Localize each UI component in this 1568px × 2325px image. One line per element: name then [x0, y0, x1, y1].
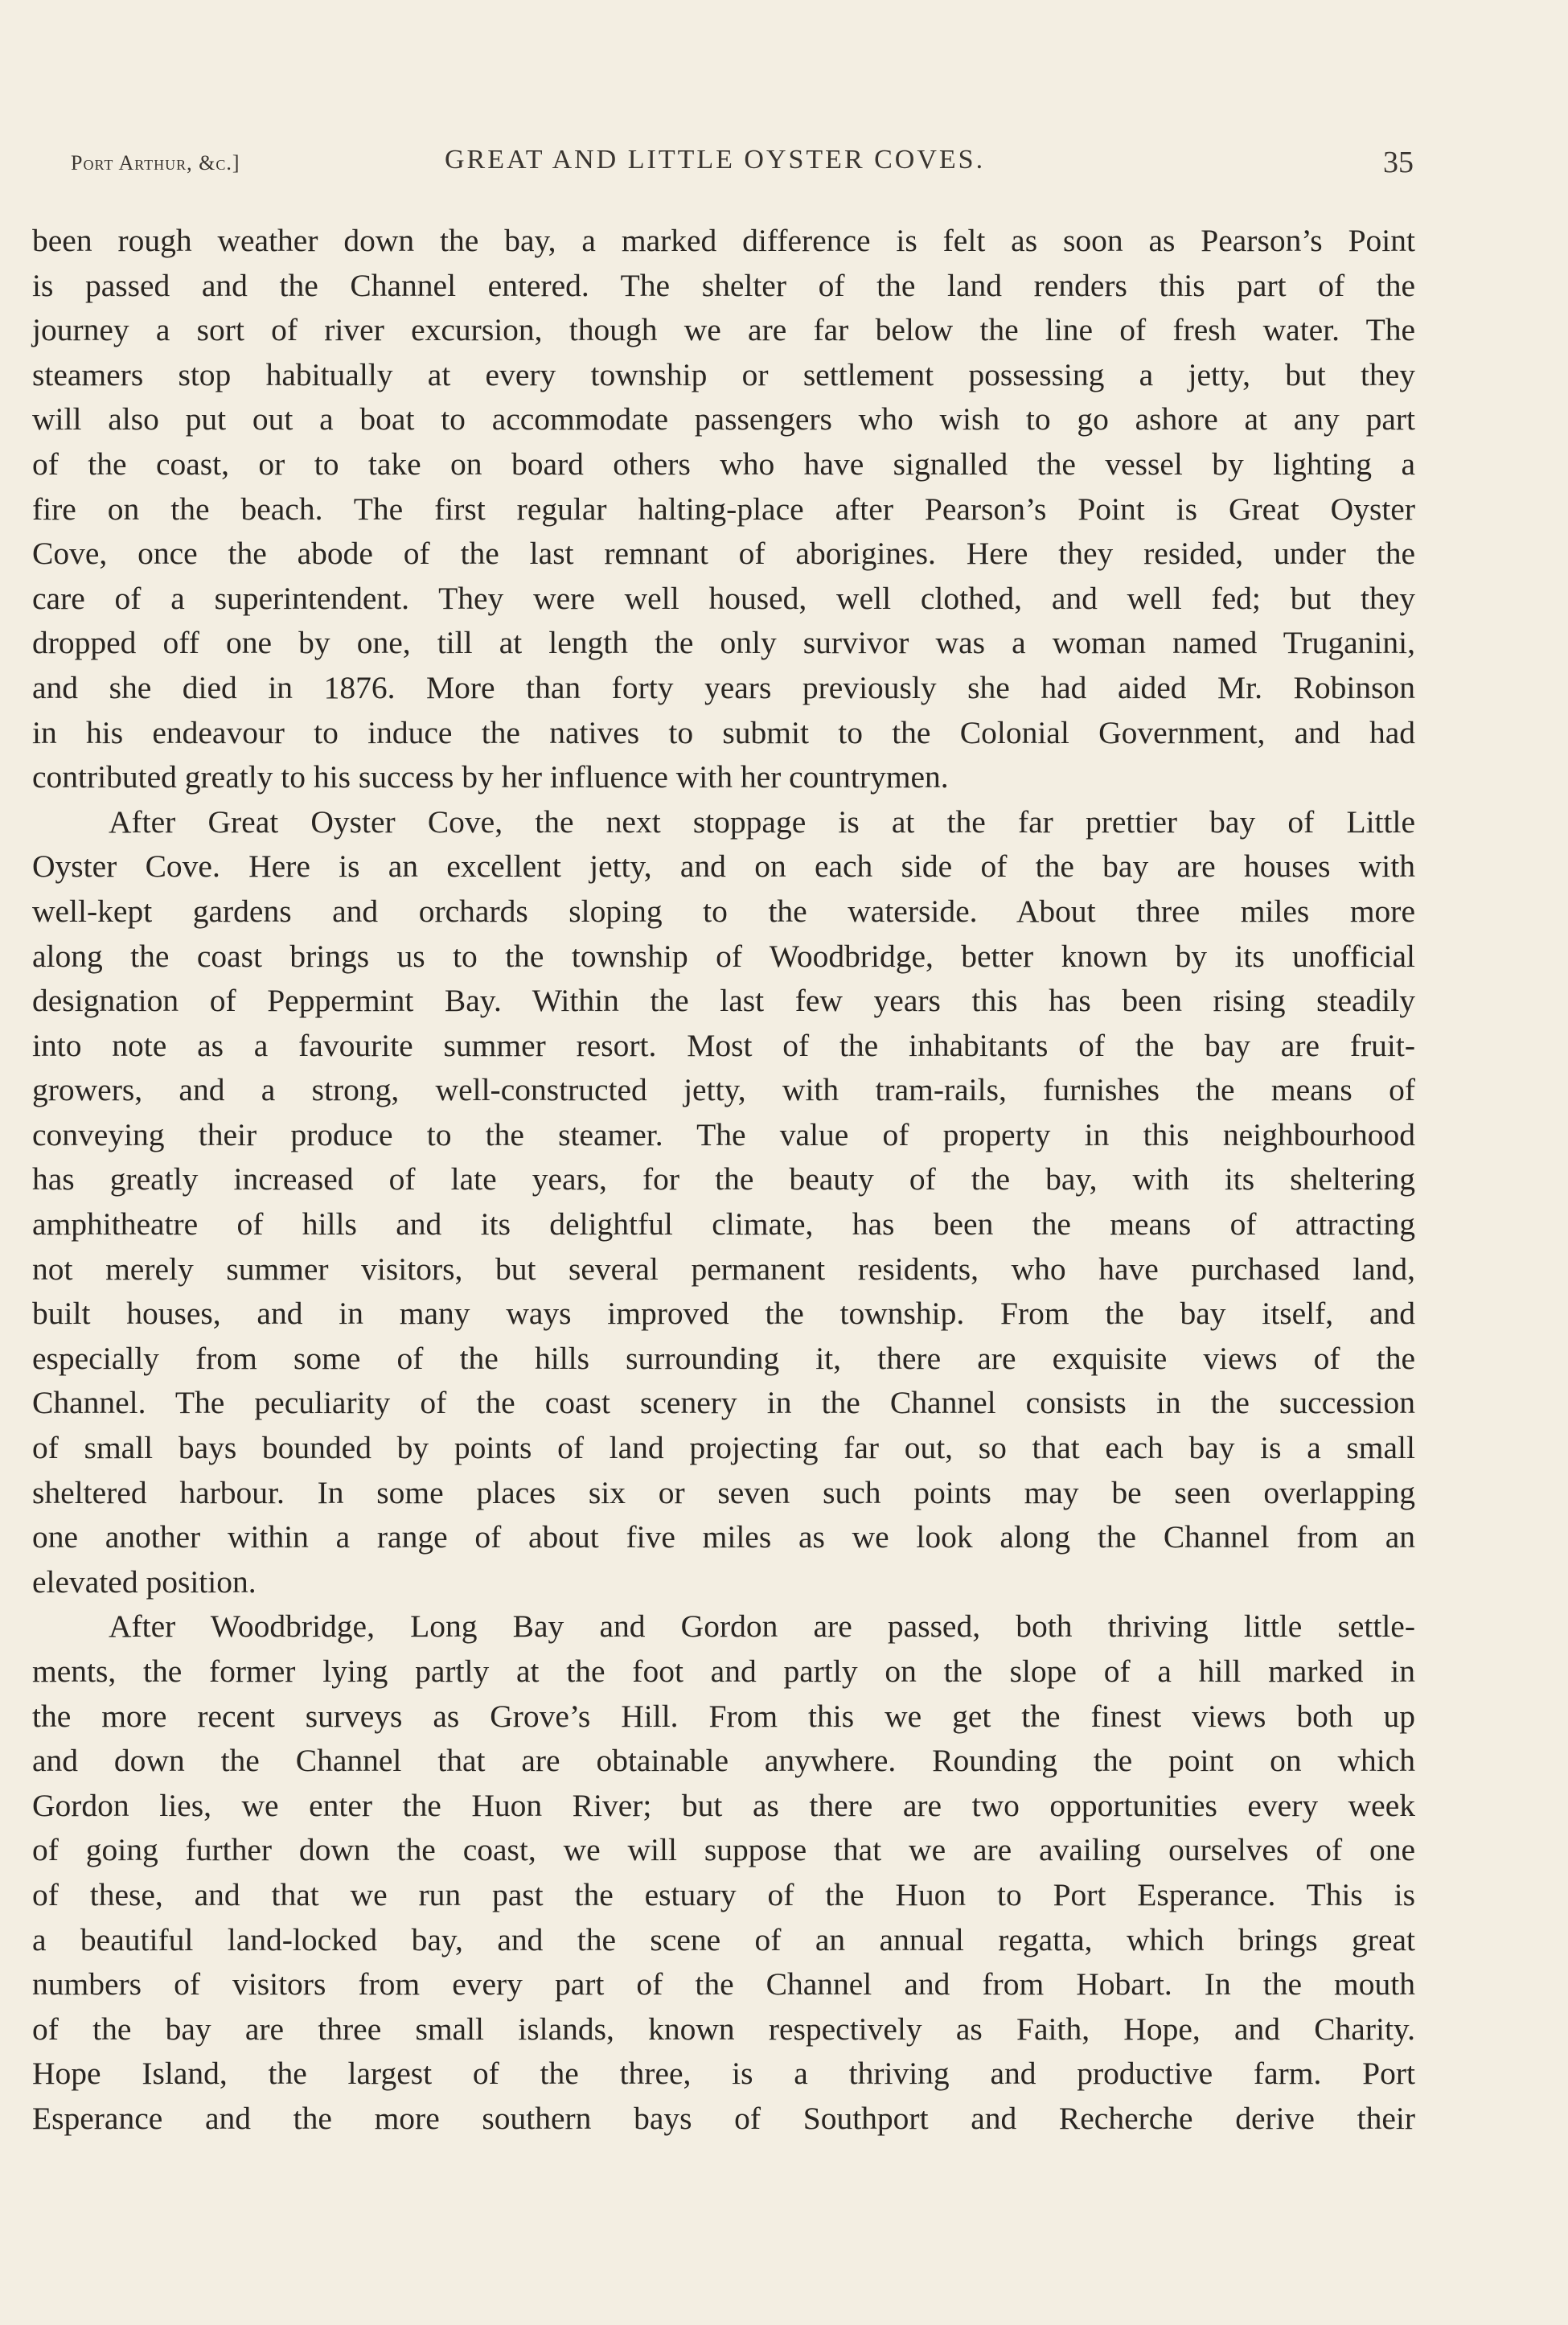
- text-line: has greatly increased of late years, for the beauty of the bay, with its sheltering: [32, 1161, 1415, 1197]
- text-line: of the coast, or to take on board others who have signalled the vessel by lighting a: [32, 446, 1415, 482]
- text-line: especially from some of the hills surrounding it, there are exquisite views of the: [32, 1340, 1415, 1376]
- text-line: Channel. The peculiarity of the coast scenery in the Channel consists in the succession: [32, 1385, 1415, 1421]
- text-line: designation of Peppermint Bay. Within the last few years this has been rising steadily: [32, 983, 1415, 1019]
- text-line: growers, and a strong, well-constructed jetty, with tram-rails, furnishes the means of: [32, 1072, 1415, 1108]
- text-line: steamers stop habitually at every township or settlement possessing a jetty, but they: [32, 356, 1415, 392]
- text-line: the more recent surveys as Grove’s Hill. From this we get the finest views both up: [32, 1698, 1415, 1734]
- paragraph-first-line: After Great Oyster Cove, the next stoppage is at the far prettier bay of Little: [109, 803, 1415, 840]
- text-line: elevated position.: [32, 1563, 257, 1600]
- text-line: conveying their produce to the steamer. The value of property in this neighbourhood: [32, 1116, 1415, 1152]
- text-line: ments, the former lying partly at the foot and partly on the slope of a hill marked in: [32, 1653, 1415, 1689]
- running-head-section: Port Arthur, &c.]: [71, 151, 240, 175]
- text-line: one another within a range of about five miles as we look along the Channel from an: [32, 1519, 1415, 1555]
- text-line: of these, and that we run past the estuary of the Huon to Port Esperance. This is: [32, 1876, 1415, 1912]
- text-line: and down the Channel that are obtainable anywhere. Rounding the point on which: [32, 1743, 1415, 1779]
- body-text: [32, 219, 1415, 2142]
- text-line: of small bays bounded by points of land projecting far out, so that each bay is a small: [32, 1430, 1415, 1466]
- text-line: Cove, once the abode of the last remnant of aborigines. Here they resided, under the: [32, 536, 1415, 572]
- text-line: sheltered harbour. In some places six or seven such points may be seen overlapping: [32, 1474, 1415, 1510]
- text-line: will also put out a boat to accommodate passengers who wish to go ashore at any part: [32, 401, 1415, 437]
- text-line: journey a sort of river excursion, though we are far below the line of fresh water. The: [32, 312, 1415, 348]
- text-line: is passed and the Channel entered. The shelter of the land renders this part of the: [32, 267, 1415, 303]
- text-line: well-kept gardens and orchards sloping to the waterside. About three miles more: [32, 893, 1415, 929]
- text-line: Gordon lies, we enter the Huon River; but as there are two opportunities every week: [32, 1787, 1415, 1823]
- text-line: of the bay are three small islands, known respectively as Faith, Hope, and Charity.: [32, 2011, 1415, 2047]
- running-head: [71, 145, 1414, 193]
- paragraph-first-line: After Woodbridge, Long Bay and Gordon are passed, both thriving little settle-: [109, 1608, 1415, 1645]
- text-line: Esperance and the more southern bays of Southport and Recherche derive their: [32, 2100, 1415, 2136]
- running-head-title: GREAT AND LITTLE OYSTER COVES.: [445, 145, 986, 175]
- text-line: Hope Island, the largest of the three, is a thriving and productive farm. Port: [32, 2056, 1415, 2092]
- text-line: fire on the beach. The first regular halting-place after Pearson’s Point is Great Oyster: [32, 491, 1415, 527]
- text-line: care of a superintendent. They were well housed, well clothed, and well fed; but they: [32, 580, 1415, 616]
- text-line: numbers of visitors from every part of the Channel and from Hobart. In the mouth: [32, 1966, 1415, 2003]
- text-line: Oyster Cove. Here is an excellent jetty, and on each side of the bay are houses with: [32, 848, 1415, 885]
- text-line: a beautiful land-locked bay, and the scene of an annual regatta, which brings great: [32, 1921, 1415, 1957]
- text-line: not merely summer visitors, but several permanent residents, who have purchased land,: [32, 1251, 1415, 1287]
- text-line: and she died in 1876. More than forty years previously she had aided Mr. Robinson: [32, 669, 1415, 705]
- text-line: of going further down the coast, we will suppose that we are availing ourselves of one: [32, 1832, 1415, 1868]
- text-line: contributed greatly to his success by her influence with her countrymen.: [32, 759, 949, 795]
- page-number: 35: [1383, 146, 1414, 179]
- text-line: built houses, and in many ways improved the township. From the bay itself, and: [32, 1296, 1415, 1332]
- text-line: in his endeavour to induce the natives to submit to the Colonial Government, and had: [32, 714, 1415, 750]
- text-line: been rough weather down the bay, a marked difference is felt as soon as Pearson’s Point: [32, 223, 1415, 258]
- text-line: dropped off one by one, till at length the only survivor was a woman named Truganini,: [32, 625, 1415, 661]
- text-line: into note as a favourite summer resort. Most of the inhabitants of the bay are fruit-: [32, 1027, 1415, 1063]
- text-line: amphitheatre of hills and its delightful climate, has been the means of attracting: [32, 1206, 1415, 1243]
- text-line: along the coast brings us to the township of Woodbridge, better known by its unofficial: [32, 938, 1415, 974]
